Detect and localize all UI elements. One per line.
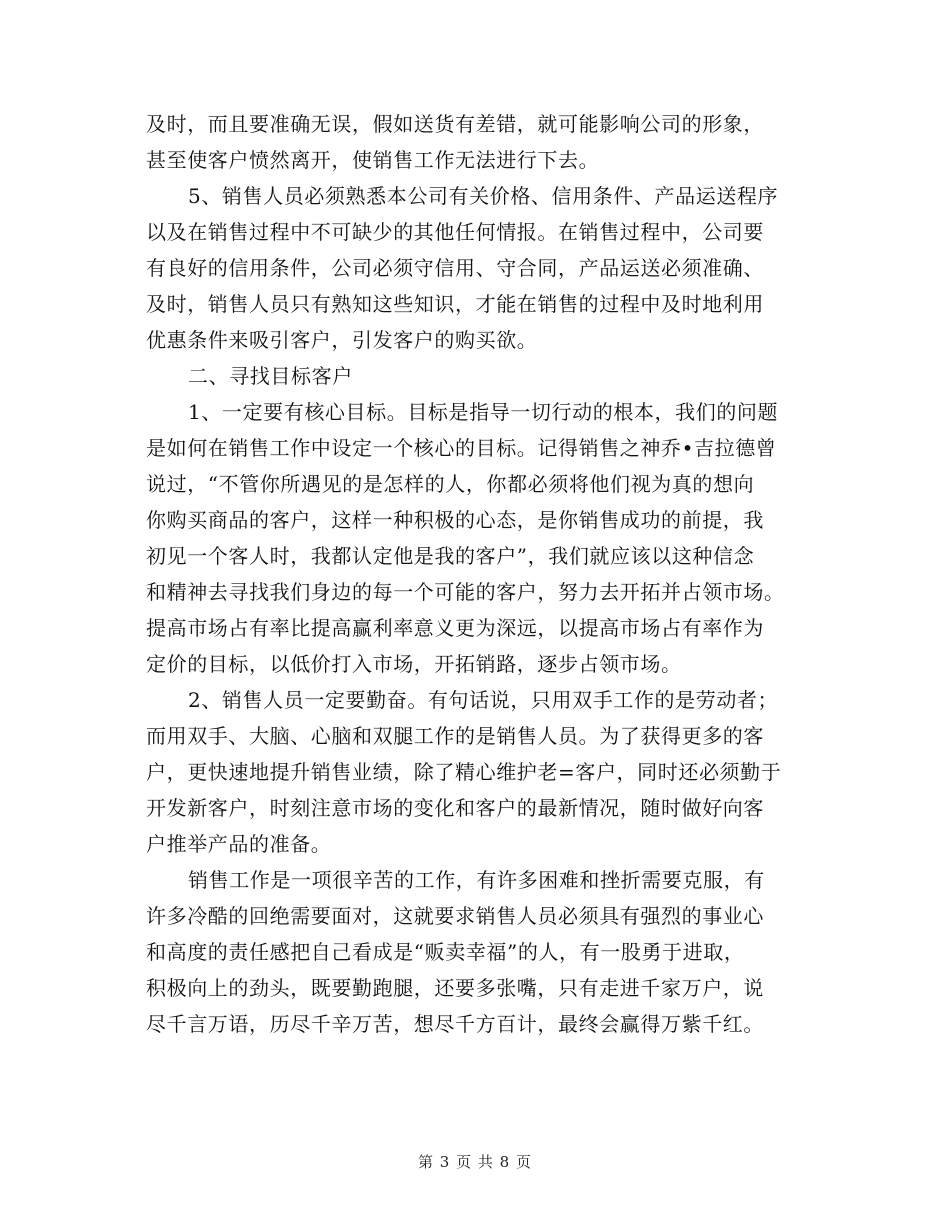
section-heading: 二、寻找目标客户 [188,364,353,388]
text-line: 户，更快速地提升销售业绩，除了精心维护老=客户，同时还必须勤于 [146,760,782,784]
text-line: 初见一个客人时，我都认定他是我的客户”，我们就应该以这种信念 [146,544,755,568]
text-line: 销售工作是一项很辛苦的工作，有许多困难和挫折需要克服，有 [188,868,765,892]
text-line: 2、销售人员一定要勤奋。有句话说，只用双手工作的是劳动者； [188,688,779,712]
text-line: 许多冷酷的回绝需要面对，这就要求销售人员必须具有强烈的事业心 [146,904,764,928]
text-line: 以及在销售过程中不可缺少的其他任何情报。在销售过程中，公司要 [146,220,764,244]
text-line: 提高市场占有率比提高赢利率意义更为深远，以提高市场占有率作为 [146,616,764,640]
text-line: 1、一定要有核心目标。目标是指导一切行动的根本，我们的问题 [188,400,779,424]
text-line: 及时，销售人员只有熟知这些知识，才能在销售的过程中及时地利用 [146,292,764,316]
text-line: 和高度的责任感把自己看成是“贩卖幸福”的人，有一股勇于进取， [146,940,745,964]
text-line: 开发新客户，时刻注意市场的变化和客户的最新情况，随时做好向客 [146,796,764,820]
text-line: 有良好的信用条件，公司必须守信用、守合同，产品运送必须准确、 [146,256,764,280]
text-line: 你购买商品的客户，这样一种积极的心态，是你销售成功的前提，我 [146,508,764,532]
text-line: 5、销售人员必须熟悉本公司有关价格、信用条件、产品运送程序 [188,184,779,208]
document-body [146,106,806,1042]
text-line: 定价的目标，以低价打入市场，开拓销路，逐步占领市场。 [146,652,682,676]
text-line: 而用双手、大脑、心脑和双腿工作的是销售人员。为了获得更多的客 [146,724,764,748]
text-line: 优惠条件来吸引客户，引发客户的购买欲。 [146,328,538,352]
text-line: 说过，“不管你所遇见的是怎样的人，你都必须将他们视为真的想向 [146,472,755,496]
text-line: 甚至使客户愤然离开，使销售工作无法进行下去。 [146,148,600,172]
text-line: 户推举产品的准备。 [146,832,332,856]
text-line: 和精神去寻找我们身边的每一个可能的客户，努力去开拓并占领市场。 [146,580,785,604]
text-line: 尽千言万语，历尽千辛万苦，想尽千方百计，最终会赢得万紫千红。 [146,1012,764,1036]
text-line: 及时，而且要准确无误，假如送货有差错，就可能影响公司的形象， [146,112,764,136]
page-number-footer: 第 3 页 共 8 页 [418,1153,532,1171]
text-line: 是如何在销售工作中设定一个核心的目标。记得销售之神乔•吉拉德曾 [146,436,777,460]
text-line: 积极向上的劲头，既要勤跑腿，还要多张嘴，只有走进千家万户，说 [146,976,764,1000]
